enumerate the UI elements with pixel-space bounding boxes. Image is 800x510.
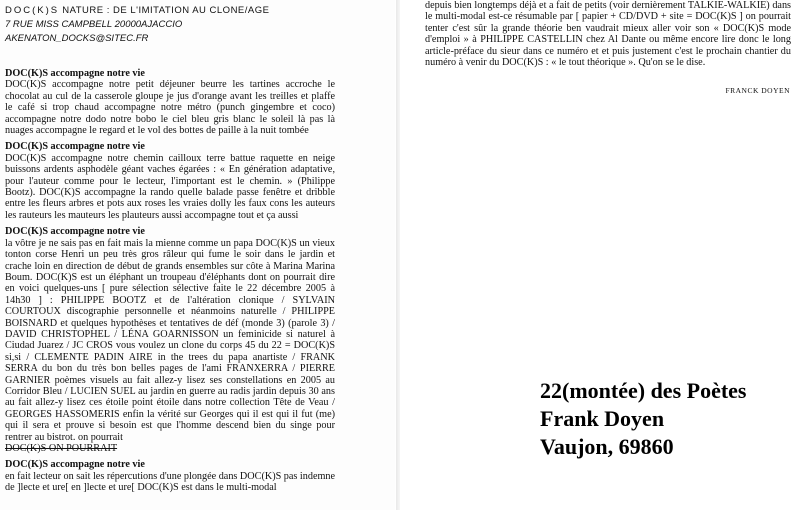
section-heading: DOC(K)S accompagne notre vie — [5, 68, 145, 79]
section-heading: DOC(K)S accompagne notre vie — [5, 141, 145, 153]
magazine-name: DOC(K)S — [5, 5, 60, 16]
struck-line: DOC(K)S ON POURRAIT — [5, 443, 118, 454]
address-line: 22(montée) des Poètes — [540, 378, 747, 403]
paragraph: la vôtre je ne sais pas en fait mais la mienne comme un papa DOC(K)S un vieux tonton corse Henri un peu très gros râleur qui fume le soir dans le jardin et crache loin en direction de début de grands ensembles sur côte à Marina Marina Boum. DOC(K)S est un éléphant un troupeau d'éléphants dont on pourrait dire en voici quelques-uns [ pure sélection sélective faite le 22 décembre 2005 à 14h30 ] : PHILIPPE BOOTZ et de l'altération clonique / SYLVAIN COURTOUX discographie personnelle et néanmoins naturelle / PHILIPPE BOISNARD et quelques hypothèses et tentatives de déf (monde 3) (parole 3) / DAVID CHRISTOPHEL / LÉNA GOARNISSON un feminicide si naturel à Ciudad Juarez / JC CROS vous voulez un clone du corps 45 du 22 = DOC(K)S si,si / CLEMENTE PADIN AIRE in the trees du papa anartiste / FRANK SERRA du bon du très bon belles pages de l'ami FRANXERRA / PIERRE GARNIER poèmes visuels au fait allez-y lisez ses constellations en 2005 au Corridor Bleu / LUCIEN SUEL au jardin en guerre au radis jardin depuis 30 ans au fait allez-y lisez ces étoile point étoile dans notre collection Tête de Veau / GEORGES HASSOMERIS enfin la vérité sur Georges qui il est qui il fut (me) qui il sera et prouve si besoin est que l'homme descend bien du singe pour rentrer au bistrot. on pourrait — [5, 237, 335, 443]
paragraph: DOC(K)S accompagne notre petit déjeuner beurre les tartines accroche le chocolat au cul de la casserole gloupe je jus d'orange avant les treilles et plaffe le café si trop chaud accompagne notre métro (punch gingembre et coco) accompagne notre dodo notre bobo le ciel bleu gris blanc le soleil là pas là nuages accompagne le regard et le vol des bottes de paille à la nuit tombée — [5, 79, 335, 137]
section-heading: DOC(K)S accompagne notre vie — [5, 459, 145, 471]
left-column — [5, 68, 335, 499]
section-heading: DOC(K)S accompagne notre vie — [5, 226, 145, 238]
paragraph: en fait lecteur on sait les répercutions d'une plongée dans DOC(K)S pas indemne de ]lecte et ure[ en ]lecte et ure[ DOC(K)S est dans le multi-modal — [5, 470, 336, 494]
issue-title: NATURE : DE L'IMITATION AU CLONE/AGE — [62, 5, 270, 16]
page-header — [5, 4, 390, 46]
paragraph: depuis bien longtemps déjà et a fait de petits (voir dernièrement TALKIE-WALKIE) dans le multi-modal est-ce résumable par [ papier + CD/DVD + site = DOC(K)S ] on pourrait tenter c'est sûr la grande théorie ben vaudrait mieux aller voir son « DOC(K)S mode d'emploi » à PHILIPPE CASTELLIN chez Al Dante ou même encore lire donc le long article-préface du sieur dans ce numéro et et puis justement c'est le prochain chantier du numéro à venir du DOC(K)S : « le tout théorique ». Qu'on se le dise. — [425, 0, 791, 69]
author-signature: FRANCK DOYEN — [725, 86, 790, 95]
right-column — [425, 0, 791, 68]
magazine-title — [5, 4, 390, 18]
postal-address: 7 RUE MISS CAMPBELL 20000AJACCIO — [5, 19, 183, 30]
recipient-name: Frank Doyen — [540, 406, 665, 431]
address-city: Vaujon, 69860 — [540, 434, 674, 459]
mailing-address — [540, 377, 747, 461]
paragraph: DOC(K)S accompagne notre chemin cailloux terre battue raquette en neige buissons ardents asphodèle géant vaches égarées : « En génération adaptative, pour l'auteur comme pour le lecteur, l'important est le chemin. » (Philippe Bootz). DOC(K)S accompagne la rando quelle balade passe fenêtre et dribble entre les fleurs arbres et pots aux roses les vraies dolly les faux cons les auteurs les rauteurs les mauteurs les plauteurs aussi accompagne tout et ça aussi — [5, 152, 335, 221]
email-address: AKENATON_DOCKS@SITEC.FR — [5, 33, 149, 44]
